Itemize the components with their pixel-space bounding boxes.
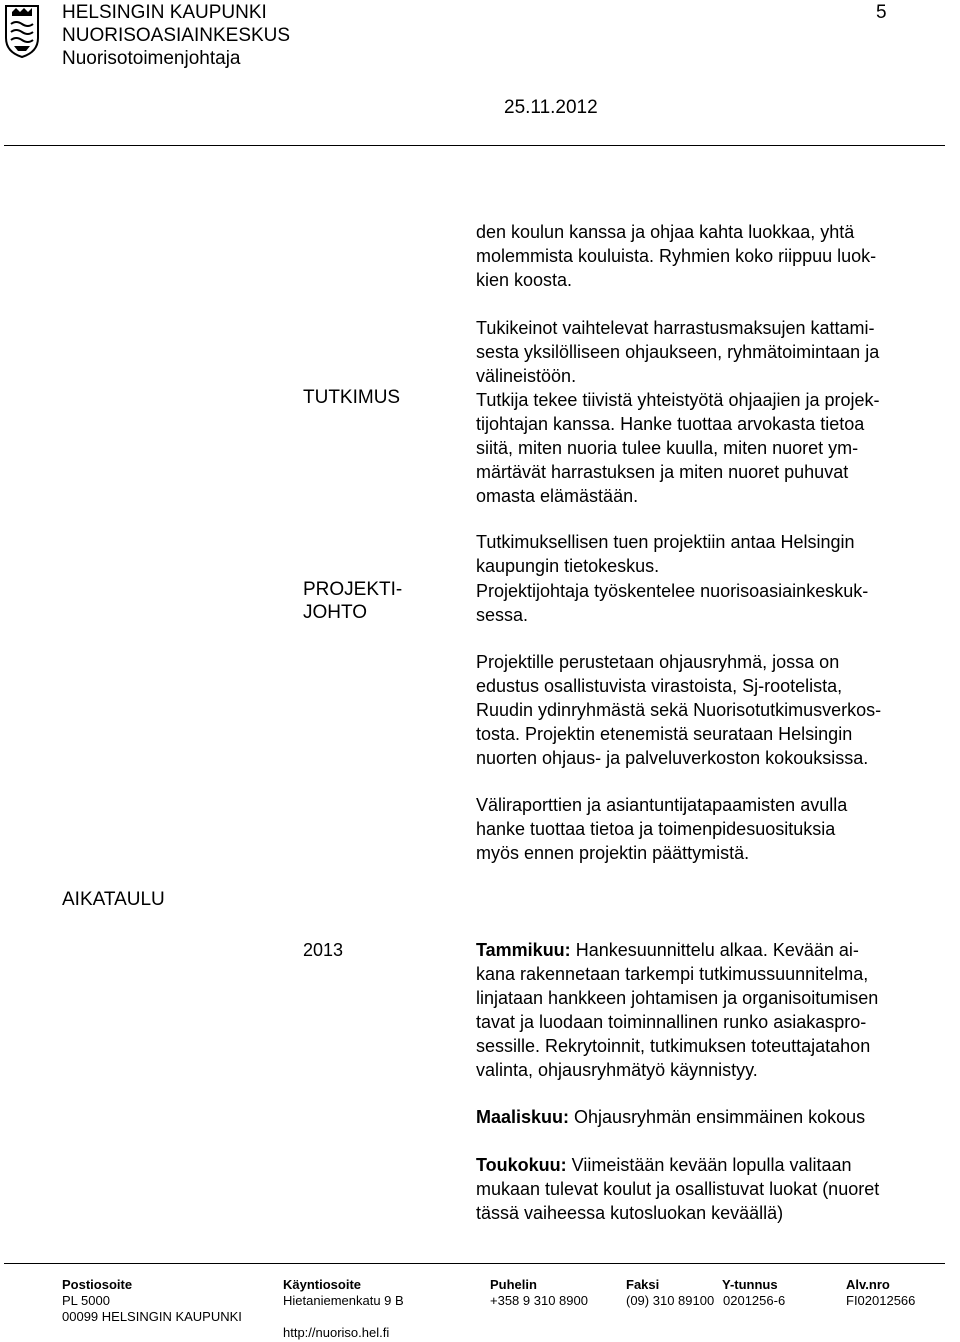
label-line: PROJEKTI-	[303, 579, 403, 600]
text-line: hanke tuottaa tietoa ja toimenpidesuosituksia	[476, 819, 836, 839]
schedule-year: 2013	[303, 940, 344, 960]
paragraph-tietokeskus	[476, 530, 946, 578]
footer-postiosoite-line1: PL 5000	[62, 1293, 110, 1308]
section-label-tutkimus: TUTKIMUS	[303, 387, 401, 408]
text-line: tijohtajan kanssa. Hanke tuottaa arvokasta tietoa	[476, 414, 865, 434]
text-line: linjataan hankkeen johtamisen ja organisoitumisen	[476, 988, 879, 1008]
department-name: NUORISOASIAINKESKUS	[62, 25, 291, 46]
text-line: tässä vaiheessa kutosluokan keväällä)	[476, 1203, 784, 1223]
text-line: tavat ja luodaan toiminnallinen runko asiakaspro-	[476, 1012, 867, 1032]
footer-puhelin-label: Puhelin	[490, 1277, 537, 1292]
label-line: JOHTO	[303, 602, 368, 623]
text-line: Väliraporttien ja asiantuntijatapaamisten avulla	[476, 795, 848, 815]
schedule-maaliskuu	[476, 1105, 946, 1129]
month-label: Tammikuu:	[476, 940, 571, 960]
text-line: nuorten ohjaus- ja palveluverkoston kokouksissa.	[476, 748, 869, 768]
paragraph-tukikeinot	[476, 316, 946, 388]
footer-alv-label: Alv.nro	[846, 1277, 890, 1292]
text-line: myös ennen projektin päättymistä.	[476, 843, 750, 863]
text-line	[476, 1105, 946, 1129]
footer-divider	[4, 1263, 945, 1264]
text-line: valinta, ohjausryhmätyö käynnistyy.	[476, 1060, 758, 1080]
text-line: kien koosta.	[476, 270, 573, 290]
org-name: HELSINGIN KAUPUNKI	[62, 2, 267, 23]
paragraph-tutkimus	[476, 388, 946, 508]
header-divider	[4, 145, 945, 146]
text-line: sessille. Rekrytoinnit, tutkimuksen toteuttajatahon	[476, 1036, 871, 1056]
footer-kayntiosoite-value: Hietaniemenkatu 9 B	[283, 1293, 404, 1308]
schedule-toukokuu	[476, 1153, 946, 1225]
schedule-tammikuu	[476, 938, 946, 1082]
month-text: Ohjausryhmän ensimmäinen kokous	[569, 1107, 866, 1127]
footer-faksi-label: Faksi	[626, 1277, 660, 1292]
text-line	[476, 938, 946, 962]
paragraph-koulu	[476, 220, 946, 292]
footer-ytunnus-value: 0201256-6	[723, 1293, 786, 1308]
text-line: tosta. Projektin etenemistä seurataan Helsingin	[476, 724, 853, 744]
text-line: Tutkimuksellisen tuen projektiin antaa Helsingin	[476, 532, 855, 552]
month-label: Maaliskuu:	[476, 1107, 570, 1127]
text-line: mukaan tulevat koulut ja osallistuvat luokat (nuoret	[476, 1179, 880, 1199]
text-line: kaupungin tietokeskus.	[476, 556, 660, 576]
author-title: Nuorisotoimenjohtaja	[62, 48, 241, 69]
paragraph-projektijohtaja	[476, 579, 946, 627]
paragraph-ohjausryhma	[476, 650, 946, 770]
text-line: Projektijohtaja työskentelee nuorisoasiainkeskuk-	[476, 581, 869, 601]
text-line: Tutkija tekee tiivistä yhteistyötä ohjaajien ja projek-	[476, 390, 880, 410]
text-line: Ruudin ydinryhmästä sekä Nuorisotutkimusverkos-	[476, 700, 882, 720]
document-date: 25.11.2012	[504, 97, 598, 118]
footer-faksi-value: (09) 310 89100	[626, 1293, 715, 1308]
month-text: Viimeistään kevään lopulla valitaan	[566, 1155, 852, 1175]
text-line: sessa.	[476, 605, 529, 625]
footer-kayntiosoite-label: Käyntiosoite	[283, 1277, 362, 1292]
paragraph-valiraportit	[476, 793, 946, 865]
footer-puhelin-value: +358 9 310 8900	[490, 1293, 588, 1308]
month-text: Hankesuunnittelu alkaa. Kevään ai-	[570, 940, 859, 960]
text-line: edustus osallistuvista virastoista, Sj-rootelista,	[476, 676, 843, 696]
footer-ytunnus-label: Y-tunnus	[722, 1277, 778, 1292]
text-line: Tukikeinot vaihtelevat harrastusmaksujen kattami-	[476, 318, 875, 338]
text-line: Projektille perustetaan ohjausryhmä, jossa on	[476, 652, 840, 672]
footer-postiosoite-line2: 00099 HELSINGIN KAUPUNKI	[62, 1309, 242, 1324]
text-line: märtävät harrastuksen ja miten nuoret puhuvat	[476, 462, 849, 482]
section-label-aikataulu: AIKATAULU	[62, 889, 165, 910]
footer-alv-value: FI02012566	[846, 1293, 916, 1308]
month-label: Toukokuu:	[476, 1155, 567, 1175]
page-number: 5	[876, 2, 887, 23]
text-line: omasta elämästään.	[476, 486, 639, 506]
text-line: siitä, miten nuoria tulee kuulla, miten nuoret ym-	[476, 438, 859, 458]
footer-postiosoite-label: Postiosoite	[62, 1277, 133, 1292]
text-line: välineistöön.	[476, 366, 577, 386]
section-label-projektijohto	[303, 578, 453, 624]
text-line: den koulun kanssa ja ohjaa kahta luokkaa, yhtä	[476, 222, 855, 242]
text-line: kana rakennetaan tarkempi tutkimussuunnitelma,	[476, 964, 869, 984]
text-line	[476, 1153, 946, 1177]
text-line: sesta yksilölliseen ohjaukseen, ryhmätoimintaan ja	[476, 342, 880, 362]
city-crest-logo	[4, 2, 40, 58]
footer-website-link[interactable]: http://nuoriso.hel.fi	[283, 1325, 390, 1340]
text-line: molemmista kouluista. Ryhmien koko riippuu luok-	[476, 246, 877, 266]
